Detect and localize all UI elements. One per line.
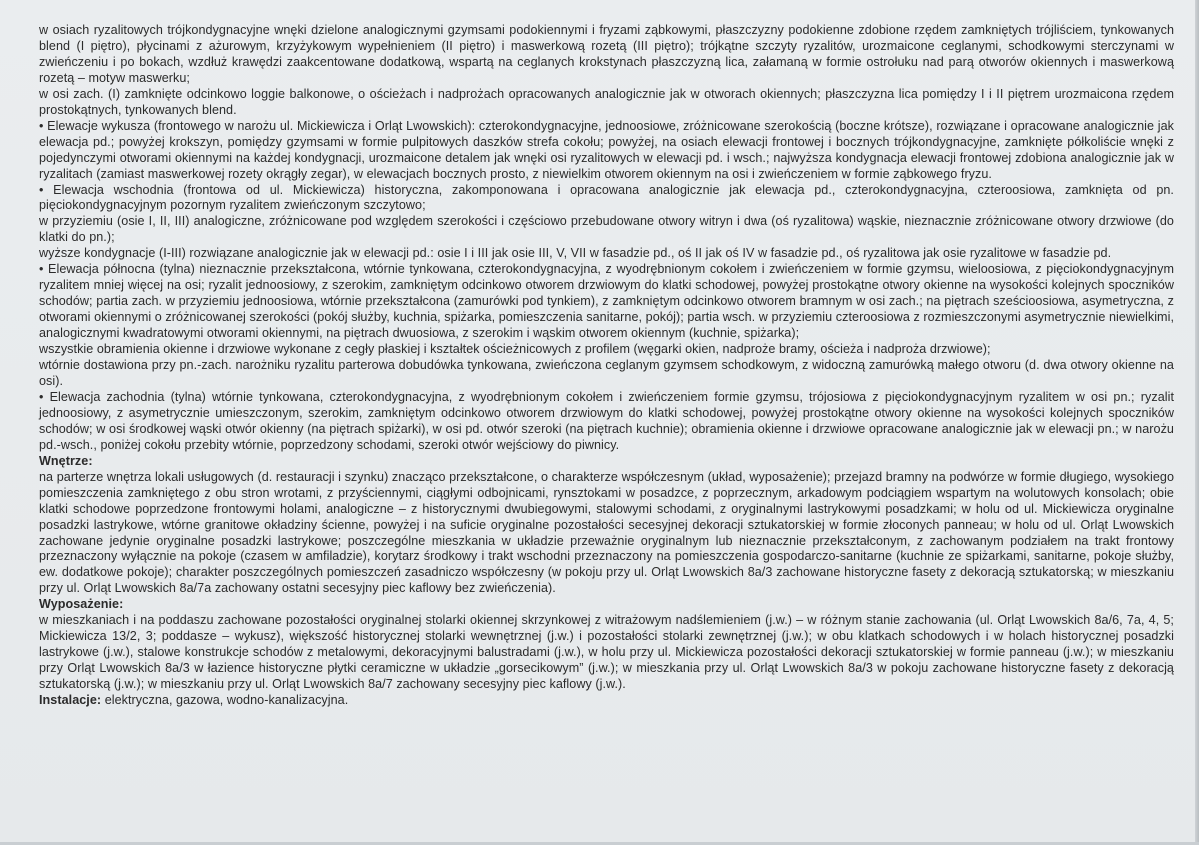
paragraph-east-elevation: • Elewacja wschodnia (frontowa od ul. Mickiewicza) historyczna, zakomponowana i opracowana analogicznie jak elewacja pd., czterokondygnacyjna, czteroosiowa, zamknięta od pn. pięciokondygnacyjnym pozornym ryzalitem zwieńczonym szczytowo;	[39, 182, 1174, 213]
heading-installations: Instalacje:	[39, 693, 102, 708]
paragraph-east-upper-floors: wyższe kondygnacje (I-III) rozwiązane analogicznie jak w elewacji pd.: osie I i III jak osie III, V, VII w fasadzie pd., oś II jak oś IV w fasadzie pd., oś ryzalitowa jak osie ryzalitowe w fasadzie pd.	[39, 246, 1112, 261]
paragraph-west-elevation: • Elewacja zachodnia (tylna) wtórnie tynkowana, czterokondygnacyjna, z wyodrębnionym cokołem i zwieńczeniem formie gzymsu, trójosiowa z pięciokondygnacyjnym ryzalitem w osi pn.; ryzalit jednoosiowy, z asymetrycznie umieszczonym, szerokim, zamkniętym odcinkowo otworem drzwiowym do klatki schodowej, powyżej prostokątne otwory okienne na wysokości kolejnych spoczników schodów; w osi środkowej wąski otwór okienny (na piętrach spiżarki), w osi pd. otwór szeroki (na piętrach kuchnie); obramienia okienne i drzwiowe opracowane analogicznie jak w elewacji pn.; w narożu pd.-wsch., poniżej cokołu przebity wtórnie, poprzedzony schodami, szeroki otwór wejściowy do piwnicy.	[39, 389, 1174, 452]
heading-equipment: Wyposażenie:	[39, 597, 124, 612]
paragraph-east-ground-floor: w przyziemiu (osie I, II, III) analogiczne, zróżnicowane pod względem szerokości i częściowo przebudowane otwory witryn i dwa (oś ryzalitowa) wąskie, nieznacznie zróżnicowane otwory drzwiowe (do klatki do pn.);	[39, 214, 1174, 245]
paragraph-installations	[39, 693, 1174, 709]
paragraph-north-frames: wszystkie obramienia okienne i drzwiowe wykonane z cegły płaskiej i kształtek ościeżnicowych z profilem (węgarki okien, nadproże bramy, ościeża i nadproża drzwiowe);	[39, 342, 991, 357]
paragraph-equipment: w mieszkaniach i na poddaszu zachowane pozostałości oryginalnej stolarki okiennej skrzynkowej z witrażowym nadślemieniem (j.w.) – w różnym stanie zachowania (ul. Orląt Lwowskich 8a/6, 7a, 4, 5; Mickiewicza 13/2, 3; poddasze – wykusz), większość historycznej stolarki wewnętrznej (j.w.) i pozostałości stolarki zewnętrznej (j.w.); w obu klatkach schodowych i w holach historycznej posadzki lastrykowe (j.w.), stalowe konstrukcje schodów z metalowymi, dekoracyjnymi balustradami (j.w.), w holu przy ul. Mickiewicza pozostałości dekoracji sztukatorskiej w formie panneau (j.w.); w mieszkaniu przy Orląt Lwowskich 8a/3 w łazience historyczne płytki ceramiczne w układzie „gorsecikowym” (j.w.); w mieszkania przy ul. Orląt Lwowskich 8a/3 w pokoju zachowane historyczne fasety z dekoracją sztukatorską (j.w.); w mieszkaniu przy ul. Orląt Lwowskich 8a/7 zachowany secesyjny piec kaflowy (j.w.).	[39, 613, 1174, 692]
paragraph-north-elevation: • Elewacja północna (tylna) nieznacznie przekształcona, wtórnie tynkowana, czterokondygnacyjna, z wyodrębnionym cokołem i zwieńczeniem w formie gzymsu, wieloosiowa, z pięciokondygnacyjnym ryzalitem mniej więcej na osi; ryzalit jednoosiowy, z szerokim, zamkniętym odcinkowo otworem drzwiowym do klatki schodowej, powyżej prostokątne otwory okienne na wysokości kolejnych spoczników schodów; partia zach. w przyziemiu jednoosiowa, wtórnie przekształcona (zamurówki pod tynkiem), z zamkniętym odcinkowo otworem bramnym w osi zach.; na piętrach sześcioosiowa, asymetryczna, z otworami okiennymi o zróżnicowanej szerokości (pokój służby, kuchnia, spiżarka, pomieszczenia sanitarne, pokój); partia wsch. w przyziemiu czteroosiowa z rozmieszczonymi asymetrycznie niewielkimi, analogicznymi kwadratowymi otworami okiennymi, na piętrach dwuosiowa, z szerokim i wąskim otworem okiennym (kuchnie, spiżarka);	[39, 262, 1174, 341]
heading-interior: Wnętrze:	[39, 453, 93, 468]
paragraph-west-axis-loggias: w osi zach. (I) zamknięte odcinkowo loggie balkonowe, o ościeżach i nadprożach opracowanych analogicznie jak w otworach okiennych; płaszczyzna lica pomiędzy I i II piętrem urozmaicona rzędem prostokątnych, tynkowanych blend.	[39, 86, 1174, 117]
paragraph-risalit-niches: w osiach ryzalitowych trójkondygnacyjne wnęki dzielone analogicznymi gzymsami podokiennymi i fryzami ząbkowymi, płaszczyzny podokienne zdobione rzędem zamkniętych trójliściem, tynkowanych blend (I piętro), płycinami z ażurowym, krzyżykowym wypełnieniem (II piętro) i maswerkową rozetą (III piętro); trójkątne szczyty ryzalitów, urozmaicone ceglanymi, schodkowymi sterczynami w zwieńczeniu i po bokach, wzdłuż krawędzi zaakcentowane dodatkową, wspartą na ceglanych krokstynach płaszczyzną lica, załamaną w formie ostrołuku nad parą otworów okiennych i maswerkową rozetą – motyw maswerku;	[39, 23, 1174, 85]
paragraph-oriel-elevations: • Elewacje wykusza (frontowego w narożu ul. Mickiewicza i Orląt Lwowskich): czterokondygnacyjne, jednoosiowe, zróżnicowane szerokością (boczne krótsze), rozwiązane i opracowane analogicznie jak elewacja pd.; powyżej krokszyn, pomiędzy gzymsami w formie pulpitowych daszków strefa cokołu; powyżej, na osiach elewacji frontowej i bocznych trójkondygnacyjne, zamknięte półkoliście wnęki z pojedynczymi otworami okiennymi na każdej kondygnacji, urozmaicone detalem jak wnęki osi ryzalitowych w elewacji pd. i wsch.; najwyższa kondygnacja elewacji frontowej zdobiona analogicznie jak w ryzalitach (zamiast maswerkowej rozety okrągły zegar), w elewacjach bocznych prosto, z niewielkim otworem okiennym na osi i zwieńczeniem w formie ząbkowego fryzu.	[39, 118, 1174, 181]
scan-right-edge	[1195, 0, 1199, 845]
paragraph-interior: na parterze wnętrza lokali usługowych (d. restauracji i szynku) znacząco przekształcone, o charakterze współczesnym (układ, wyposażenie); przejazd bramny na podwórze w formie długiego, wysokiego pomieszczenia zamkniętego z obu stron wrotami, z przyściennymi, ciągłymi odbojnicami, rynsztokami w posadzce, z poprzecznym, arkadowym podciągiem wspartym na wolutowych konsolach; obie klatki schodowe poprzedzone frontowymi holami, analogiczne – z historycznymi dwubiegowymi, stalowymi schodami, z oryginalnymi lastrykowymi posadzkami; w holu od ul. Mickiewicza oryginalne posadzki lastrykowe, wtórne granitowe okładziny ścienne, powyżej i na suficie oryginalne pozostałości secesyjnej dekoracji sztukatorskiej w formie złoconych panneau; w holu od ul. Orląt Lwowskich zachowane jedynie oryginalne posadzki lastrykowe; poszczególne mieszkania w układzie przeważnie oryginalnym lub nieznacznie przekształconym, z zachowanym podziałem na trakt frontowy przeznaczony wyłącznie na pokoje (czasem w amfiladzie), korytarz środkowy i trakt wschodni przeznaczony na pomieszczenia gospodarczo-sanitarne (kuchnie ze spiżarkami, sanitarne, pokoje służby, ew. dodatkowe pokoje); charakter poszczególnych pomieszczeń zasadniczo współczesny (w pokoju przy ul. Orląt Lwowskich 8a/3 zachowane historyczne fasety z dekoracją sztukatorską; w mieszkaniu przy ul. Orląt Lwowskich 8a/7a zachowany ostatni secesyjny piec kaflowy bez zwieńczenia).	[39, 469, 1174, 596]
paragraph-north-annex: wtórnie dostawiona przy pn.-zach. narożniku ryzalitu parterowa dobudówka tynkowana, zwieńczona ceglanym gzymsem schodkowym, z widoczną zamurówką małego otworu (d. dwa otwory okienne na osi).	[39, 358, 1174, 388]
installations-text: elektryczna, gazowa, wodno-kanalizacyjna.	[101, 693, 349, 708]
